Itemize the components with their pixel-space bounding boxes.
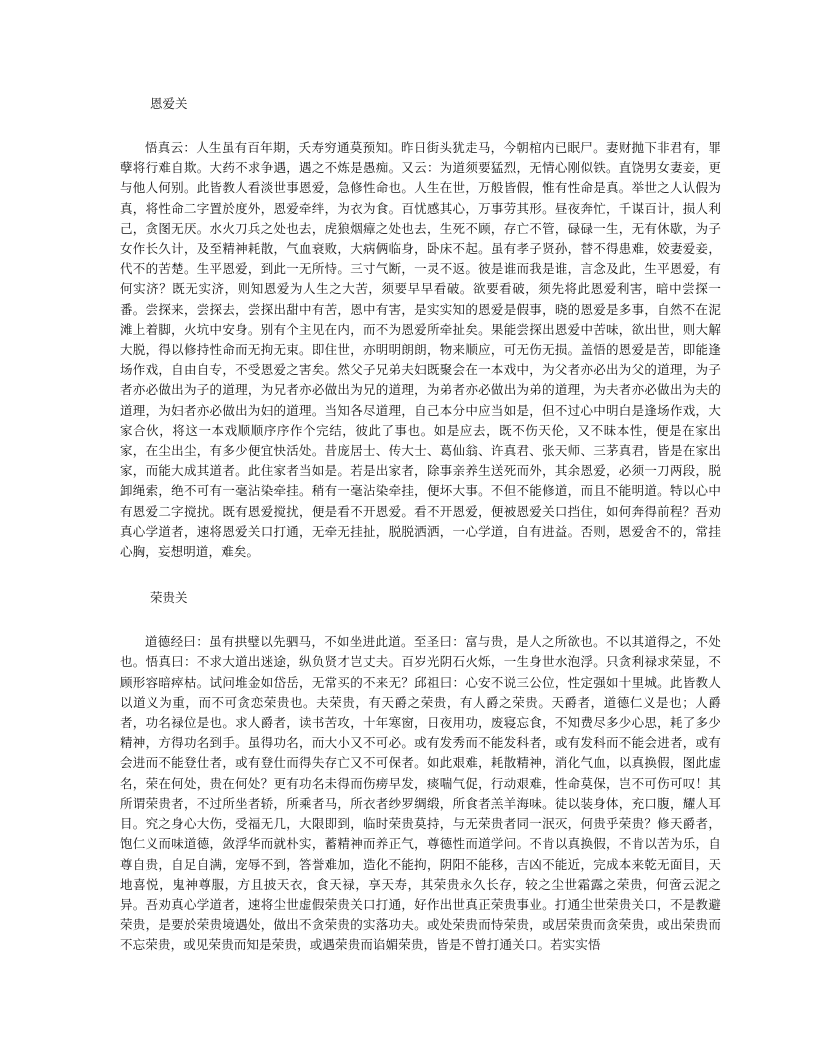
paragraph-enai: 悟真云：人生虽有百年期，夭寿穷通莫预知。昨日街头犹走马，今朝棺内已眠尸。妻财抛下非君有，罪孽将行难自欺。大药不求争遇，遇之不炼是愚痴。又云：为道须要猛烈，无情心刚似铁。直饶男女妻妾，更与他人何别。此皆教人看淡世事恩爱，急修性命也。人生在世，万般皆假，惟有性命是真。举世之人认假为真，将性命二字置於度外，恩爱牵绊，为衣为食。百忧感其心，万事劳其形。昼夜奔忙，千谋百计，损人利己，贪图无厌。水火刀兵之处也去，虎狼烟瘴之处也去，生死不顾，存亡不管，碌碌一生，无有休歇，为子女作长久计，及至精神耗散，气血衰败，大病俩临身，卧床不起。虽有孝子贤孙，替不得患难，姣妻爱妾，代不的苦楚。生平恩爱，到此一无所恃。三寸气断，一灵不返。彼是谁而我是谁，言念及此，生平恩爱，有何实济？既无实济，则知恩爱为人生之大苦，须要早早看破。欲要看破，须先将此恩爱利害，暗中尝探一番。尝探来，尝探去，尝探出甜中有苦，恩中有害，是实实知的恩爱是假事，晓的恩爱是多事，自然不在泥滩上着脚，火坑中安身。别有个主见在内，而不为恩爱所牵扯矣。果能尝探出恩爱中苦味，欲出世，则大解大脱，得以修持性命而无拘无束。即住世，亦明明朗朗，物来顺应，可无伤无损。盖悟的恩爱是苦，即能逢场作戏，自由自专，不受恩爱之害矣。然父子兄弟夫妇既聚会在一本戏中，为父者亦必出为父的道理，为子者亦必做出为子的道理，为兄者亦必做出为兄的道理，为弟者亦必做出为弟的道理，为夫者亦必做出为夫的道理，为妇者亦必做出为妇的道理。当知各尽道理，自己本分中应当如是，但不过心中明白是逢场作戏，大家合伙，将这一本戏顺顺序序作个完结，彼此了事也。如是应去，既不伤天伦，又不昧本性，便是在家出家，在尘出尘，有多少便宜快活处。昔庞居士、传大士、葛仙翁、许真君、张天师、三茅真君，皆是在家出家，而能大成其道者。此住家者当如是。若是出家者，除事亲养生送死而外，其余恩爱，必须一刀两段，脱卸绳索，绝不可有一毫沾染牵挂。稍有一毫沾染牵挂，便坏大事。不但不能修道，而且不能明道。特以心中有恩爱二字搅扰。既有恩爱搅扰，便是看不开恩爱。看不开恩爱，便被恩爱关口挡住，如何奔得前程？吾劝真心学道者，速将恩爱关口打通，无牵无挂扯，脱脱洒洒，一心学道，自有进益。否则，恩爱舍不的，常挂心胸，妄想明道，难矣。 (120, 140, 721, 560)
section-title-ronggui: 荣贵关 (150, 590, 188, 606)
section-enai (120, 94, 721, 562)
section-title-enai: 恩爱关 (150, 96, 188, 111)
paragraph-ronggui: 道德经曰：虽有拱璧以先驷马，不如坐进此道。至圣曰：富与贵，是人之所欲也。不以其道得之，不处也。悟真曰：不求大道出迷途，纵负贤才岂丈夫。百岁光阴石火烁，一生身世水泡浮。只贪利禄求荣显，不顾形容暗瘁枯。试问堆金如岱岳，无常买的不来无？邱祖曰：心安不说三公位，性定强如十里城。此皆教人以道义为重，而不可贪恋荣贵也。夫荣贵，有天爵之荣贵，有人爵之荣贵。天爵者，道德仁义是也；人爵者，功名禄位是也。求人爵者，读书苦攻，十年寒窗，日夜用功，废寝忘食，不知费尽多少心思，耗了多少精神，方得功名到手。虽得功名，而大小又不可必。或有发秀而不能发科者，或有发科而不能会进者，或有会进而不能登仕者，或有登仕而得失存亡又不可保者。如此艰难，耗散精神，消化气血，以真换假，图此虚名，荣在何处，贵在何处？更有功名未得而伤痨早发，痰喘气促，行动艰难，性命莫保，岂不可伤可叹！其所谓荣贵者，不过所坐者轿，所乘者马，所衣者纱罗绸缎，所食者羔羊海味。徒以装身体，充口腹，耀人耳目。究之身心大伤，受福无几，大限即到，临时荣贵莫持，与无荣贵者同一泯灭，何贵乎荣贵？修天爵者，饱仁义而味道德，敛浮华而就朴实，蓄精神而养正气，尊德性而道学问。不肯以真换假，不肯以苦为乐，自尊自贵，自足自满，宠辱不到，答誉难加，造化不能拘，阴阳不能移，吉凶不能近，完成本来乾无面目，天地喜悦，鬼神尊服，方且披天衣，食天禄，享天寿，其荣贵永久长存，较之尘世霜露之荣贵，何啻云泥之异。吾劝真心学道者，速将尘世虚假荣贵关口打通，好作出世真正荣贵事业。打通尘世荣贵关口，不是教避荣贵，是要於荣贵境遇处，做出不贪荣贵的实落功夫。或处荣贵而恃荣贵，或居荣贵而贪荣贵，或出荣贵而不忘荣贵，或见荣贵而知是荣贵，或遇荣贵而谄媚荣贵，皆是不曾打通关口。若实实悟 (120, 634, 721, 953)
section-ronggui (120, 588, 721, 955)
